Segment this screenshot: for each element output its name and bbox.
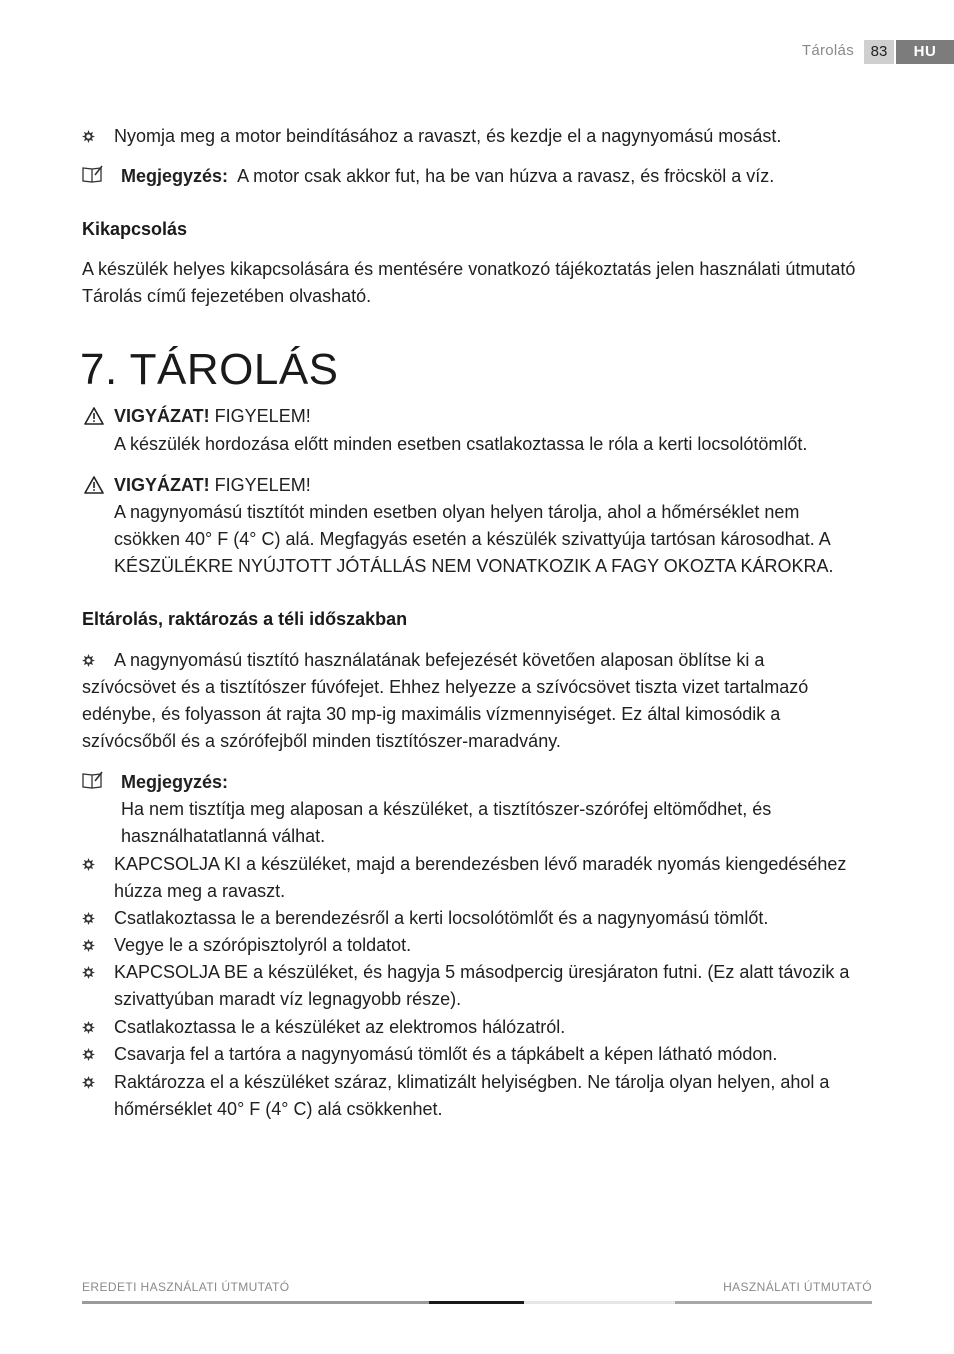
list-item: Csatlakoztassa le a készüléket az elektromos hálózatról. (114, 1017, 566, 1037)
note-label: Megjegyzés: (121, 166, 229, 186)
note-label: Megjegyzés: (121, 772, 229, 792)
list-item: Csavarja fel a tartóra a nagynyomású tömlőt és a tápkábelt a képen látható módon. (114, 1044, 778, 1064)
warning-triangle-icon (84, 407, 104, 425)
note-text (121, 163, 774, 190)
warning-text: A nagynyomású tisztítót minden esetben olyan helyen tárolja, ahol a hőmérséklet nem (114, 502, 800, 522)
paragraph-line: szívócsövet és a tisztítószer fúvófejet. Ehhez helyezze a szívócsövet tiszta vizet tartalmazó (82, 677, 809, 697)
bullet-icon (82, 1076, 95, 1089)
warning-label: VIGYÁZAT! (114, 406, 210, 426)
section-heading-kikapcsolas: Kikapcsolás (82, 219, 188, 239)
warning-text: KÉSZÜLÉKRE NYÚJTOTT JÓTÁLLÁS NEM VONATKOZIK A FAGY OKOZTA KÁROKRA. (114, 556, 834, 576)
warning-suffix: FIGYELEM! (209, 475, 311, 495)
paragraph-line: edénybe, és folyasson át rajta 30 mp-ig maximális vízmennyiséget. Ez által kimosódik a (82, 704, 781, 724)
list-item: Nyomja meg a motor beindításához a ravaszt, és kezdje el a nagynyomású mosást. (114, 126, 782, 146)
bullet-icon (82, 654, 95, 667)
warning-heading (114, 472, 311, 499)
bullet-icon (82, 130, 95, 143)
warning-text: csökken 40° F (4° C) alá. Megfagyás esetén a készülék szivattyúja tartósan károsodhat. A (114, 529, 831, 549)
bullet-icon (82, 1021, 95, 1034)
paragraph-line: Tárolás című fejezetében olvasható. (82, 286, 372, 306)
warning-suffix: FIGYELEM! (209, 406, 311, 426)
list-item: KAPCSOLJA KI a készüléket, majd a berendezésben lévő maradék nyomás kiengedéséhez (114, 854, 847, 874)
footer-bar-segment (429, 1301, 524, 1304)
note-book-icon (82, 771, 104, 789)
note-text: Ha nem tisztítja meg alaposan a készüléket, a tisztítószer-szórófej eltömődhet, és (121, 799, 772, 819)
list-item: Csatlakoztassa le a berendezésről a kerti locsolótömlőt és a nagynyomású tömlőt. (114, 908, 769, 928)
paragraph-line: A nagynyomású tisztító használatának befejezését követően alaposan öblítse ki a (114, 650, 765, 670)
list-item: KAPCSOLJA BE a készüléket, és hagyja 5 másodpercig üresjáraton futni. (Ez alatt távozik a (114, 962, 850, 982)
bullet-icon (82, 966, 95, 979)
footer-right-text: HASZNÁLATI ÚTMUTATÓ (723, 1280, 872, 1294)
list-item: szivattyúban maradt víz legnagyobb része). (114, 989, 462, 1009)
note-body: A motor csak akkor fut, ha be van húzva a ravasz, és fröcsköl a víz. (237, 166, 775, 186)
list-item: hőmérséklet 40° F (4° C) alá csökkenhet. (114, 1099, 443, 1119)
warning-label: VIGYÁZAT! (114, 475, 210, 495)
paragraph-line: A készülék helyes kikapcsolására és mentésére vonatkozó tájékoztatás jelen használati útmutató (82, 259, 856, 279)
section-heading-winter-storage: Eltárolás, raktározás a téli időszakban (82, 609, 408, 629)
header-section-title: Tárolás (801, 42, 854, 59)
page-number: 83 (864, 40, 894, 64)
language-badge: HU (896, 40, 954, 64)
warning-triangle-icon (84, 476, 104, 494)
footer-bar-segment (675, 1301, 872, 1304)
list-item: húzza meg a ravaszt. (114, 881, 286, 901)
bullet-icon (82, 858, 95, 871)
footer-left-text: EREDETI HASZNÁLATI ÚTMUTATÓ (82, 1280, 290, 1294)
warning-heading (114, 403, 311, 430)
warning-text: A készülék hordozása előtt minden esetben csatlakoztassa le róla a kerti locsolótömlőt. (114, 434, 808, 454)
bullet-icon (82, 1048, 95, 1061)
chapter-title: 7. TÁROLÁS (80, 345, 339, 394)
bullet-icon (82, 939, 95, 952)
paragraph-line: szívócsőből és a szórófejből minden tisztítószer-maradvány. (82, 731, 561, 751)
footer-bar-segment (524, 1301, 675, 1304)
bullet-icon (82, 912, 95, 925)
footer-bar-segment (82, 1301, 429, 1304)
note-book-icon (82, 165, 104, 183)
list-item: Vegye le a szórópisztolyról a toldatot. (114, 935, 412, 955)
list-item: Raktározza el a készüléket száraz, klimatizált helyiségben. Ne tárolja olyan helyen, ahol a (114, 1072, 830, 1092)
note-text: használhatatlanná válhat. (121, 826, 326, 846)
